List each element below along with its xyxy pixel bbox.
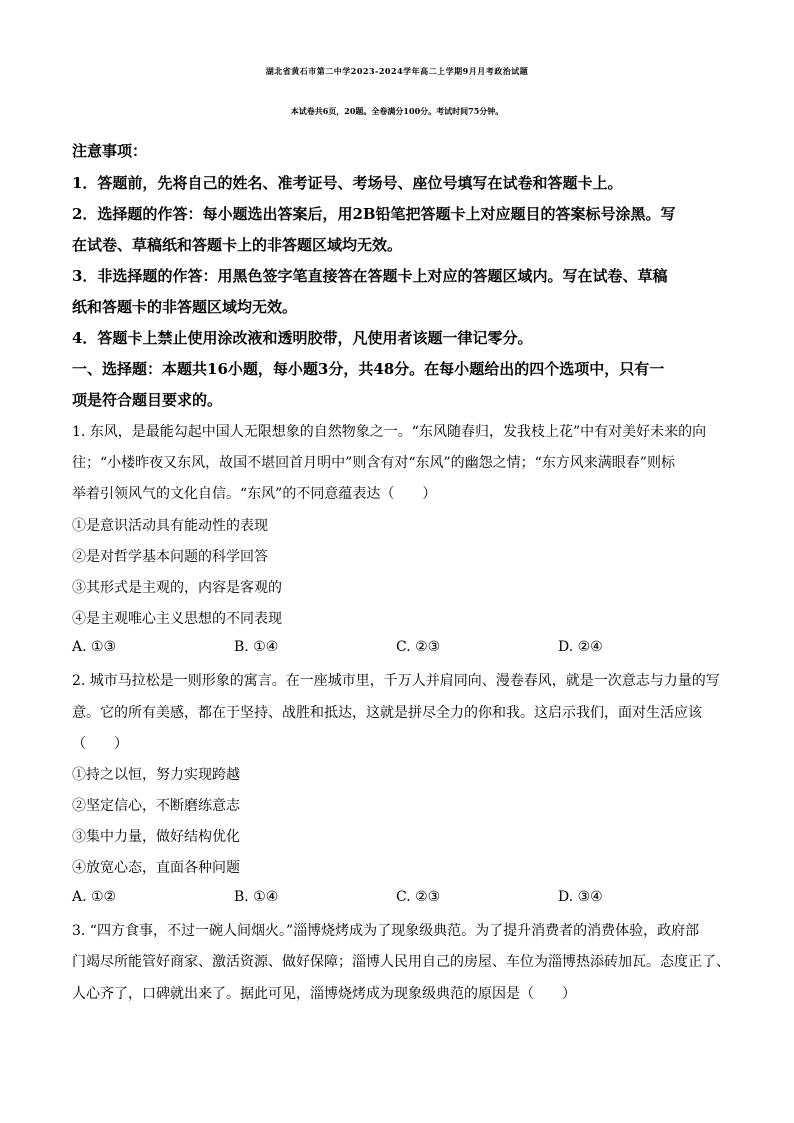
question-2-item: ④放宽心态，直面各种问题 — [72, 860, 240, 876]
question-2-stem: 意。它的所有美感，都在于坚持、战胜和抵达，这就是拼尽全力的你和我。这启示我们，面对生活应该 — [72, 705, 702, 721]
question-1-item: ①是意识活动具有能动性的表现 — [72, 518, 268, 534]
exam-info: 本试卷共6页，20题。全卷满分100分。考试时间75分钟。 — [290, 106, 504, 116]
question-2-stem: （ ） — [72, 736, 128, 752]
note-line: 4．答题卡上禁止使用涂改液和透明胶带，凡使用者该题一律记零分。 — [72, 329, 533, 347]
question-2-option-d: D. ③④ — [558, 889, 603, 905]
question-3-stem: 3. “四方食事，不过一碗人间烟火。”淄博烧烤成为了现象级典范。为了提升消费者的消费体验，政府部 — [72, 923, 700, 939]
question-2-item: ①持之以恒，努力实现跨越 — [72, 767, 240, 783]
question-2-item: ②坚定信心，不断磨练意志 — [72, 798, 240, 814]
question-2-item: ③集中力量，做好结构优化 — [72, 829, 240, 845]
page-title: 湖北省黄石市第二中学2023-2024学年高二上学期9月月考政治试题 — [265, 66, 529, 76]
question-3-stem: 人心齐了，口碑就出来了。据此可见，淄博烧烤成为现象级典范的原因是（ ） — [72, 986, 576, 1002]
question-1-item: ②是对哲学基本问题的科学回答 — [72, 549, 268, 565]
question-1-option-b: B. ①④ — [234, 639, 279, 655]
question-1-option-d: D. ②④ — [558, 639, 603, 655]
question-1-stem: 1. 东风，是最能勾起中国人无限想象的自然物象之一。“东风随春归，发我枝上花”中有对美好未来的向 — [72, 424, 707, 440]
question-2-option-a: A. ①② — [72, 889, 117, 905]
section-heading: 一、选择题：本题共16小题，每小题3分，共48分。在每小题给出的四个选项中，只有一 — [72, 360, 665, 378]
note-line: 纸和答题卡的非答题区域均无效。 — [72, 298, 298, 316]
question-2-option-c: C. ②③ — [396, 889, 441, 905]
note-line: 3．非选择题的作答：用黑色签字笔直接答在答题卡上对应的答题区域内。写在试卷、草稿 — [72, 267, 668, 285]
question-1-option-c: C. ②③ — [396, 639, 441, 655]
note-line: 1．答题前，先将自己的姓名、准考证号、考场号、座位号填写在试卷和答题卡上。 — [72, 174, 623, 192]
note-line: 在试卷、草稿纸和答题卡上的非答题区域均无效。 — [72, 236, 403, 254]
question-1-item: ③其形式是主观的，内容是客观的 — [72, 580, 282, 596]
notes-heading: 注意事项： — [72, 142, 148, 160]
note-line: 2．选择题的作答：每小题选出答案后，用2B铅笔把答题卡上对应题目的答案标号涂黑。写 — [72, 205, 676, 223]
question-2-option-b: B. ①④ — [234, 889, 279, 905]
section-heading: 项是符合题目要求的。 — [72, 391, 223, 409]
question-1-stem: 举着引领风气的文化自信。“东风”的不同意蕴表达（ ） — [72, 486, 437, 502]
question-1-item: ④是主观唯心主义思想的不同表现 — [72, 611, 282, 627]
question-1-stem: 往；“小楼昨夜又东风，故国不堪回首月明中”则含有对“东风”的幽怨之情；“东方风来满眼春”则标 — [72, 455, 675, 471]
question-3-stem: 门竭尽所能管好商家、激活资源、做好保障；淄博人民用自己的房屋、车位为淄博热添砖加瓦。态度正了、 — [72, 954, 730, 970]
question-1-option-a: A. ①③ — [72, 639, 117, 655]
question-2-stem: 2. 城市马拉松是一则形象的寓言。在一座城市里，千万人并肩同向、漫卷春风，就是一次意志与力量的写 — [72, 673, 720, 689]
